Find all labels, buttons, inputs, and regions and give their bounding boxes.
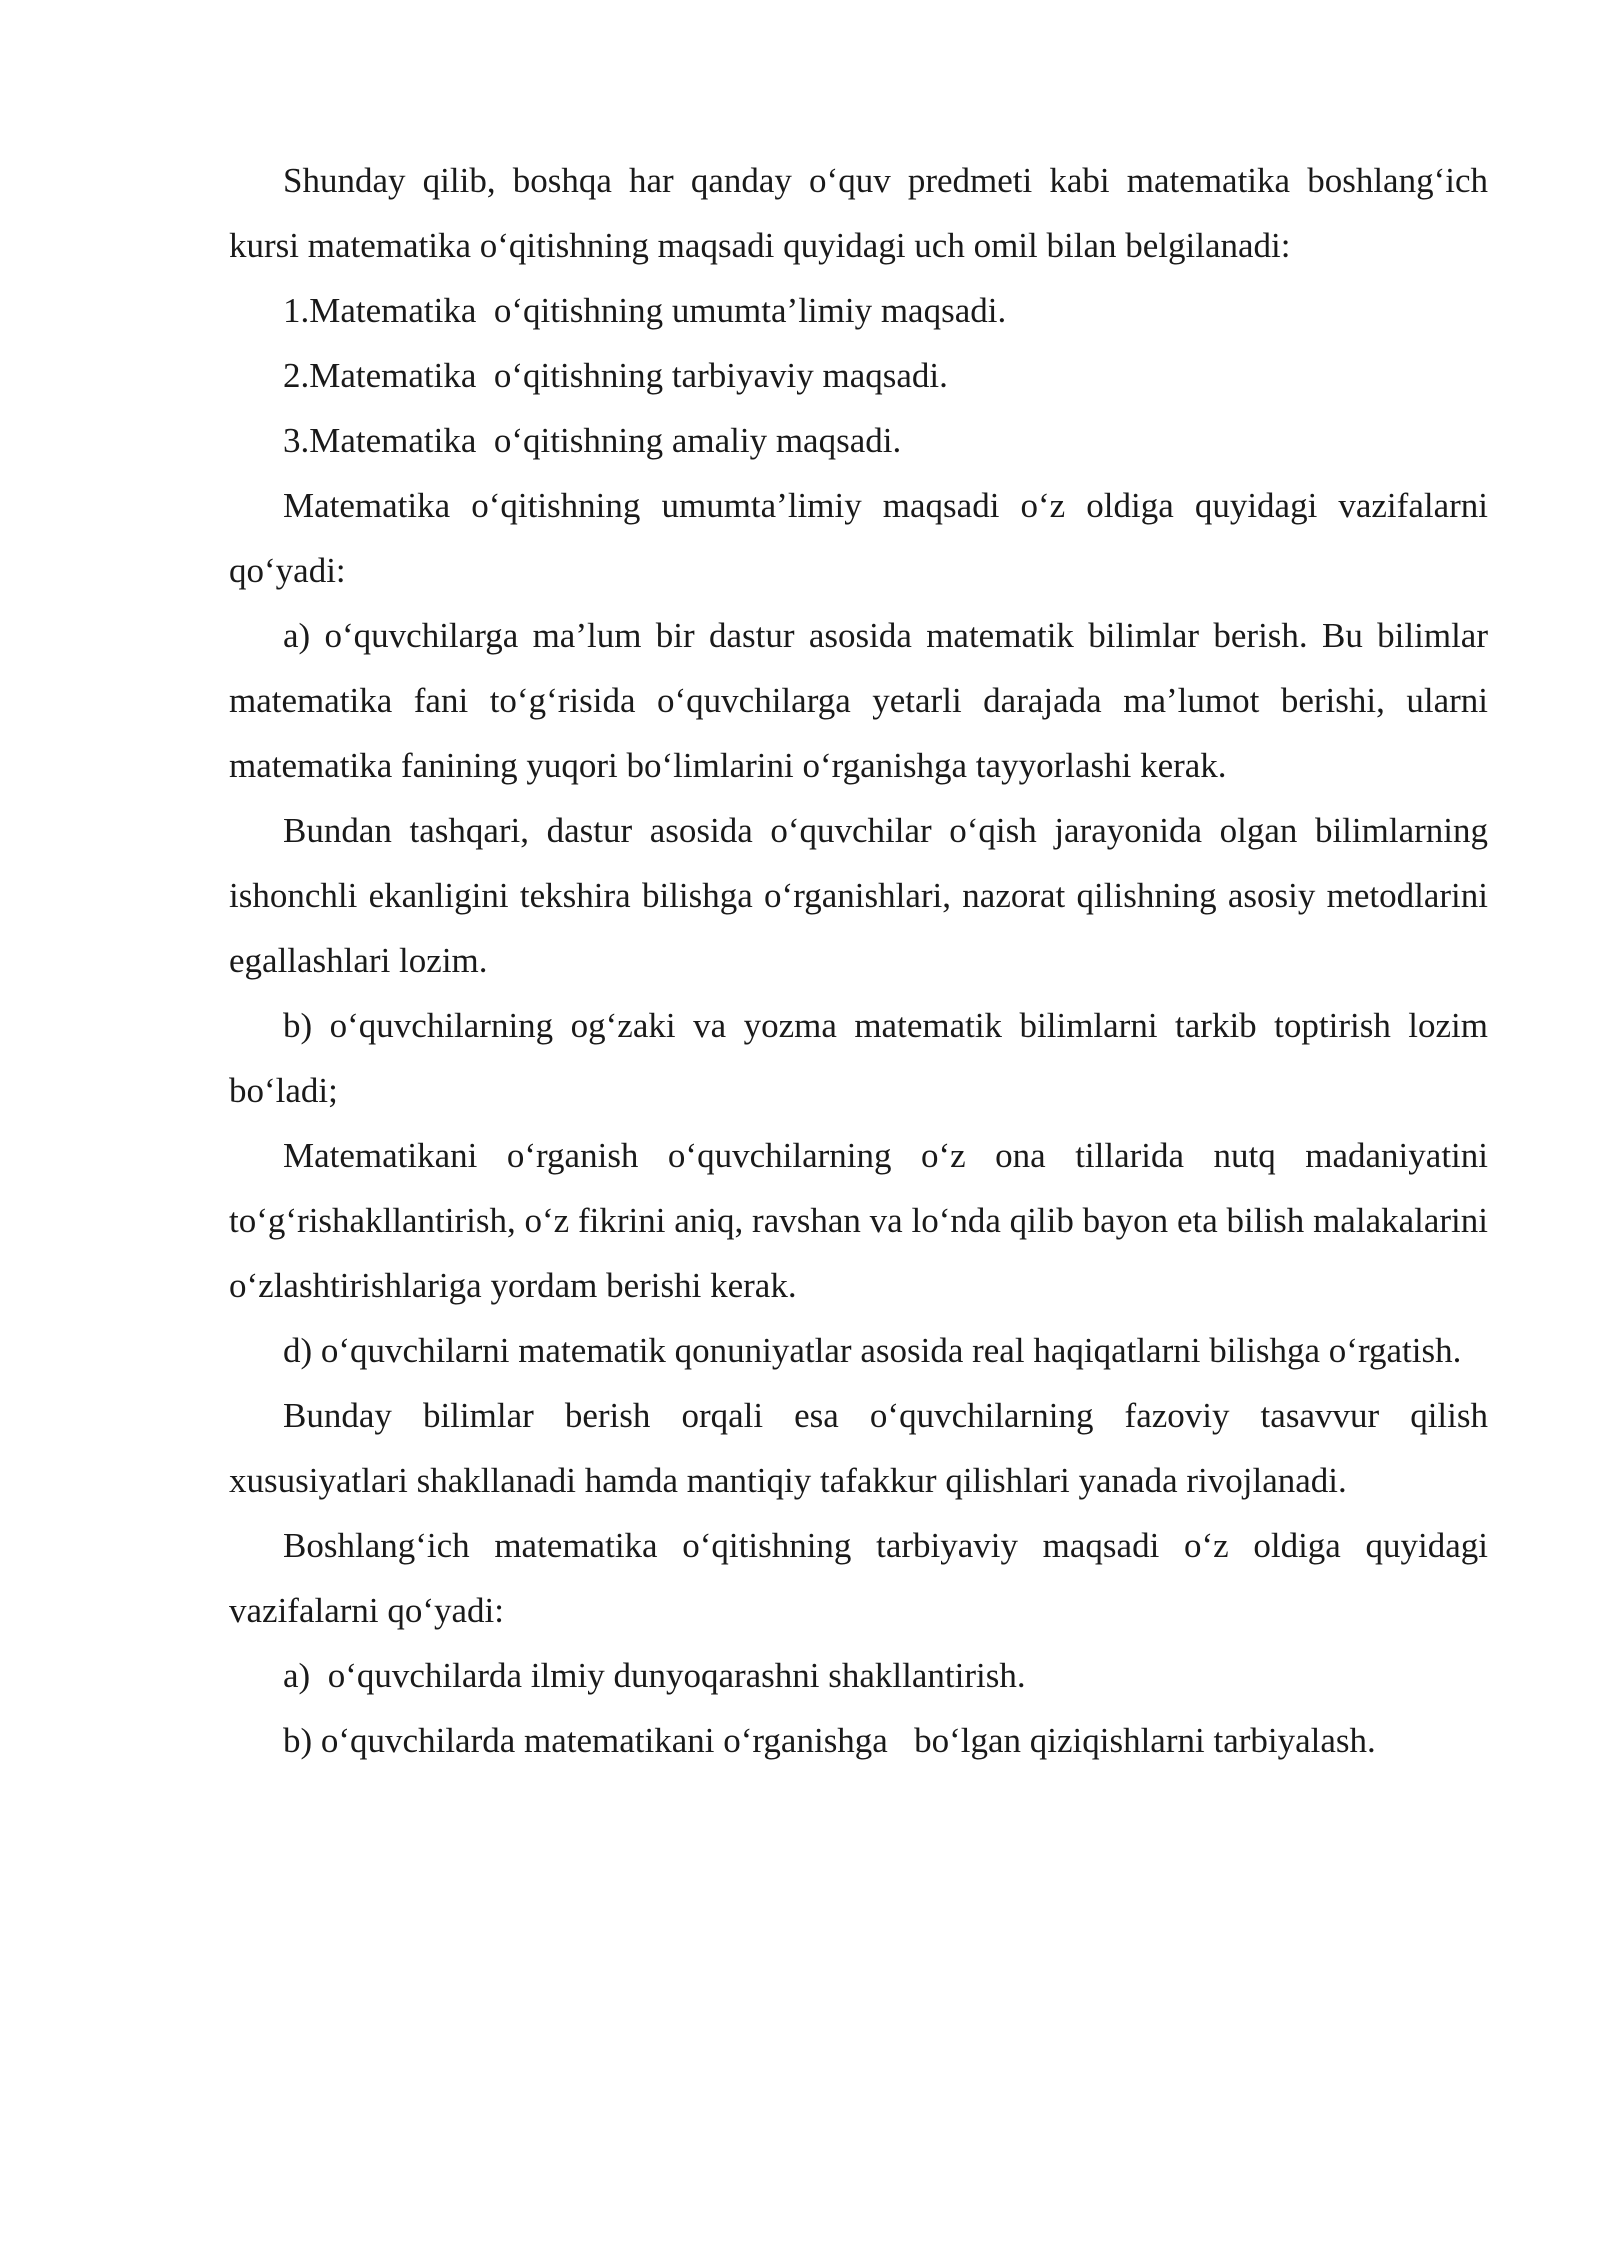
list-item-edu-a: a) o‘quvchilarda ilmiy dunyoqarashni shakllantirish. xyxy=(283,1656,1026,1695)
paragraph-task-a: a) o‘quvchilarga ma’lum bir dastur asosida matematik bilimlar berish. Bu bilimlar matematika fani to‘g‘risida o‘quvchilarga yetarli darajada ma’lumot berishi, ularni matematika fanining yuqori bo‘limlarini o‘rganishga tayyorlashi kerak. xyxy=(229,616,1488,785)
paragraph-task-d: d) o‘quvchilarni matematik qonuniyatlar asosida real haqiqatlarni bilishga o‘rgatish. xyxy=(283,1331,1462,1370)
paragraph-general-goal: Matematika o‘qitishning umumta’limiy maqsadi o‘z oldiga quyidagi vazifalarni qo‘yadi: xyxy=(229,486,1488,590)
list-item-goal-1: 1.Matematika o‘qitishning umumta’limiy maqsadi. xyxy=(283,291,1007,330)
paragraph-intro: Shunday qilib, boshqa har qanday o‘quv predmeti kabi matematika boshlang‘ich kursi matematika o‘qitishning maqsadi quyidagi uch omil bilan belgilanadi: xyxy=(229,161,1488,265)
paragraph-educational-goal: Boshlang‘ich matematika o‘qitishning tarbiyaviy maqsadi o‘z oldiga quyidagi vazifalarni qo‘yadi: xyxy=(229,1526,1488,1630)
paragraph-task-b: b) o‘quvchilarning og‘zaki va yozma matematik bilimlarni tarkib toptirish lozim bo‘ladi; xyxy=(229,1006,1488,1110)
paragraph-speech-culture: Matematikani o‘rganish o‘quvchilarning o‘z ona tillarida nutq madaniyatini to‘g‘rishakllantirish, o‘z fikrini aniq, ravshan va lo‘nda qilib bayon eta bilish malakalarini o‘zlashtirishlariga yordam berishi kerak. xyxy=(229,1136,1488,1305)
list-item-goal-2: 2.Matematika o‘qitishning tarbiyaviy maqsadi. xyxy=(283,356,948,395)
paragraph-control-methods: Bundan tashqari, dastur asosida o‘quvchilar o‘qish jarayonida olgan bilimlarning ishonchli ekanligini tekshira bilishga o‘rganishlari, nazorat qilishning asosiy metodlarini egallashlari lozim. xyxy=(229,811,1488,980)
list-item-goal-3: 3.Matematika o‘qitishning amaliy maqsadi. xyxy=(283,421,902,460)
document-page xyxy=(229,148,1488,1773)
list-item-edu-b: b) o‘quvchilarda matematikani o‘rganishga bo‘lgan qiziqishlarni tarbiyalash. xyxy=(283,1721,1376,1760)
paragraph-spatial-thinking: Bunday bilimlar berish orqali esa o‘quvchilarning fazoviy tasavvur qilish xususiyatlari shakllanadi hamda mantiqiy tafakkur qilishlari yanada rivojlanadi. xyxy=(229,1396,1488,1500)
